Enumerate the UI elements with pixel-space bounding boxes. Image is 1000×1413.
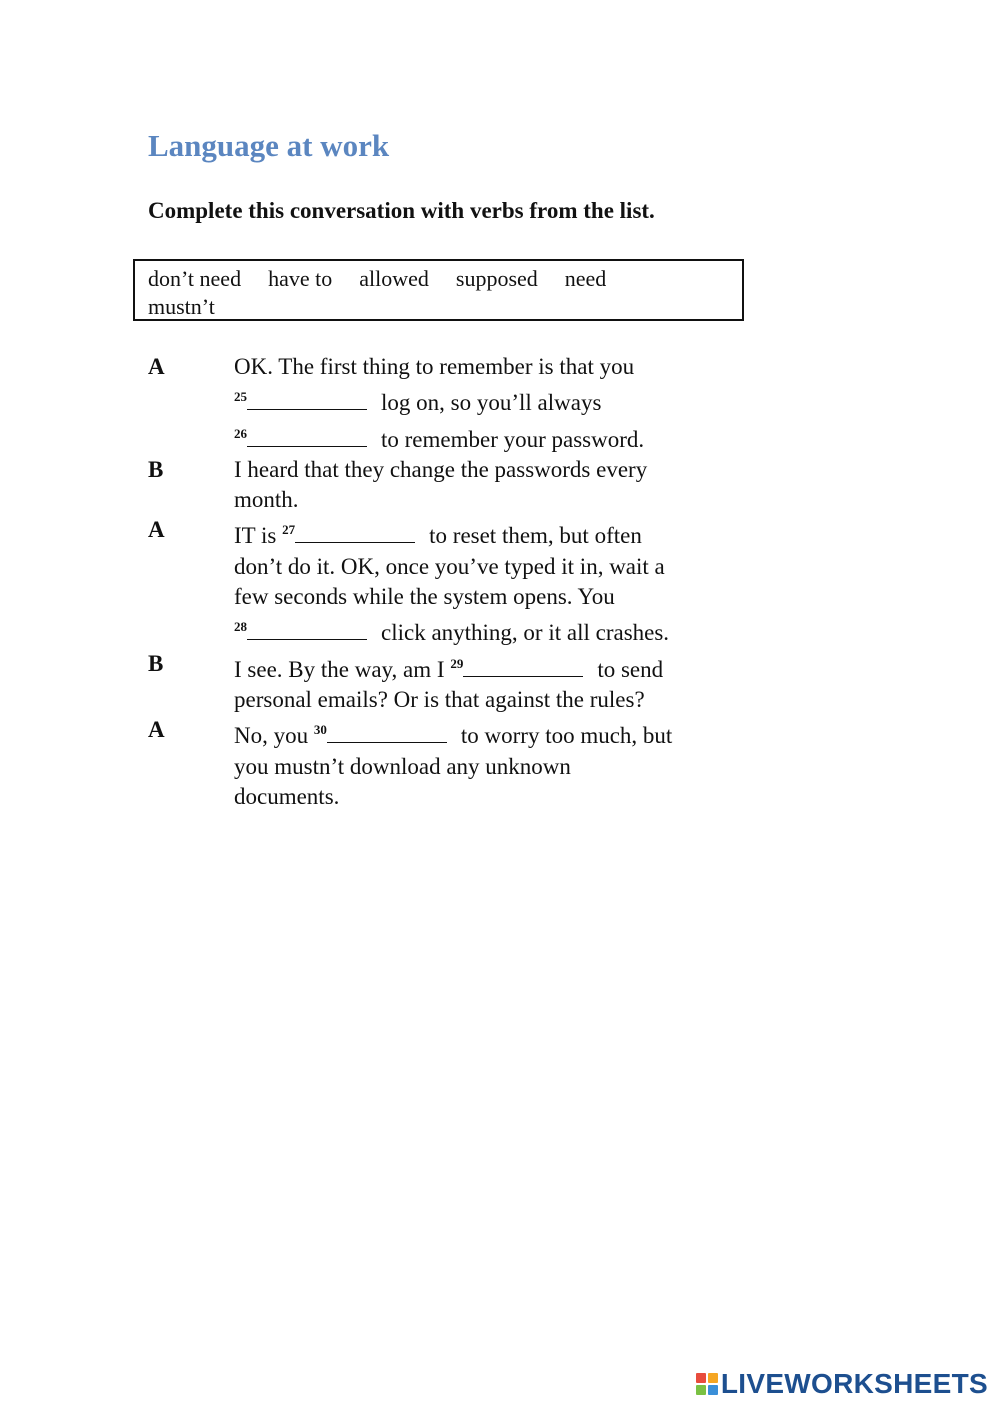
word-option: allowed xyxy=(359,266,429,291)
dialogue-line xyxy=(234,752,748,782)
dialogue-text: to send xyxy=(597,656,664,682)
instruction-text: Complete this conversation with verbs from the list. xyxy=(148,198,655,223)
dialogue-text: to worry too much, but xyxy=(460,723,673,749)
speaker-label: A xyxy=(148,354,165,379)
dialogue-text: I heard that they change the passwords every xyxy=(234,456,648,482)
gap-number: 30 xyxy=(313,722,327,738)
dialogue-text: IT is xyxy=(234,523,283,549)
gap-number: 28 xyxy=(234,619,247,635)
answer-blank[interactable] xyxy=(247,426,367,447)
dialogue-text: No, you xyxy=(234,723,314,749)
dialogue-line xyxy=(234,649,748,685)
dialogue-turn xyxy=(148,649,748,716)
gap-number: 27 xyxy=(282,522,296,538)
dialogue-line xyxy=(234,485,748,515)
dialogue-text: few seconds while the system opens. You xyxy=(234,584,615,610)
speaker-label: B xyxy=(148,650,164,676)
dialogue-text: to reset them, but often xyxy=(429,523,642,549)
dialogue-line xyxy=(234,352,748,382)
speaker-label: A xyxy=(148,517,165,543)
dialogue-text: I see. By the way, am I xyxy=(234,656,451,682)
speaker-label: B xyxy=(148,456,164,482)
answer-blank[interactable] xyxy=(295,522,415,543)
answer-blank[interactable] xyxy=(247,389,367,410)
dialogue-text: log on, so you’ll always xyxy=(381,390,602,416)
answer-blank[interactable] xyxy=(247,619,367,640)
dialogue-text: OK. The first thing to remember is that you xyxy=(234,354,635,379)
word-option: don’t need xyxy=(148,266,242,291)
dialogue-line xyxy=(234,382,748,418)
answer-blank[interactable] xyxy=(327,722,447,743)
dialogue-line xyxy=(234,582,748,612)
dialogue-line xyxy=(234,552,748,582)
liveworksheets-logo-text: LIVEWORKSHEETS xyxy=(720,1368,988,1399)
liveworksheets-logo-icon xyxy=(696,1373,718,1395)
dialogue-text: click anything, or it all crashes. xyxy=(381,620,670,646)
dialogue-turn xyxy=(148,352,748,455)
dialogue-line xyxy=(234,455,748,485)
dialogue-line xyxy=(234,685,748,715)
dialogue-text: to remember your password. xyxy=(381,426,645,452)
dialogue-line xyxy=(234,515,748,551)
word-option: need xyxy=(564,266,607,291)
dialogue-line xyxy=(234,612,748,648)
dialogue xyxy=(148,352,748,812)
gap-number: 25 xyxy=(234,389,247,405)
dialogue-turn xyxy=(148,715,748,812)
dialogue-text: don’t do it. OK, once you’ve typed it in, wait a xyxy=(234,553,665,579)
liveworksheets-logo xyxy=(696,1368,988,1400)
dialogue-text: personal emails? Or is that against the rules? xyxy=(234,686,645,712)
dialogue-turn xyxy=(148,515,748,648)
word-option: supposed xyxy=(455,266,538,291)
gap-number: 26 xyxy=(234,425,247,441)
word-list-box xyxy=(133,259,744,321)
gap-number: 29 xyxy=(450,655,464,671)
dialogue-text: you mustn’t download any unknown xyxy=(234,753,571,779)
word-option: have to xyxy=(268,266,333,291)
word-option: mustn’t xyxy=(148,294,215,319)
dialogue-turn xyxy=(148,455,748,516)
section-title: Language at work xyxy=(148,128,390,163)
answer-blank[interactable] xyxy=(463,656,583,677)
speaker-label: A xyxy=(148,717,165,743)
dialogue-text: documents. xyxy=(234,783,340,809)
dialogue-line xyxy=(234,419,748,455)
dialogue-line xyxy=(234,782,748,812)
dialogue-line xyxy=(234,715,748,751)
dialogue-text: month. xyxy=(234,487,299,513)
